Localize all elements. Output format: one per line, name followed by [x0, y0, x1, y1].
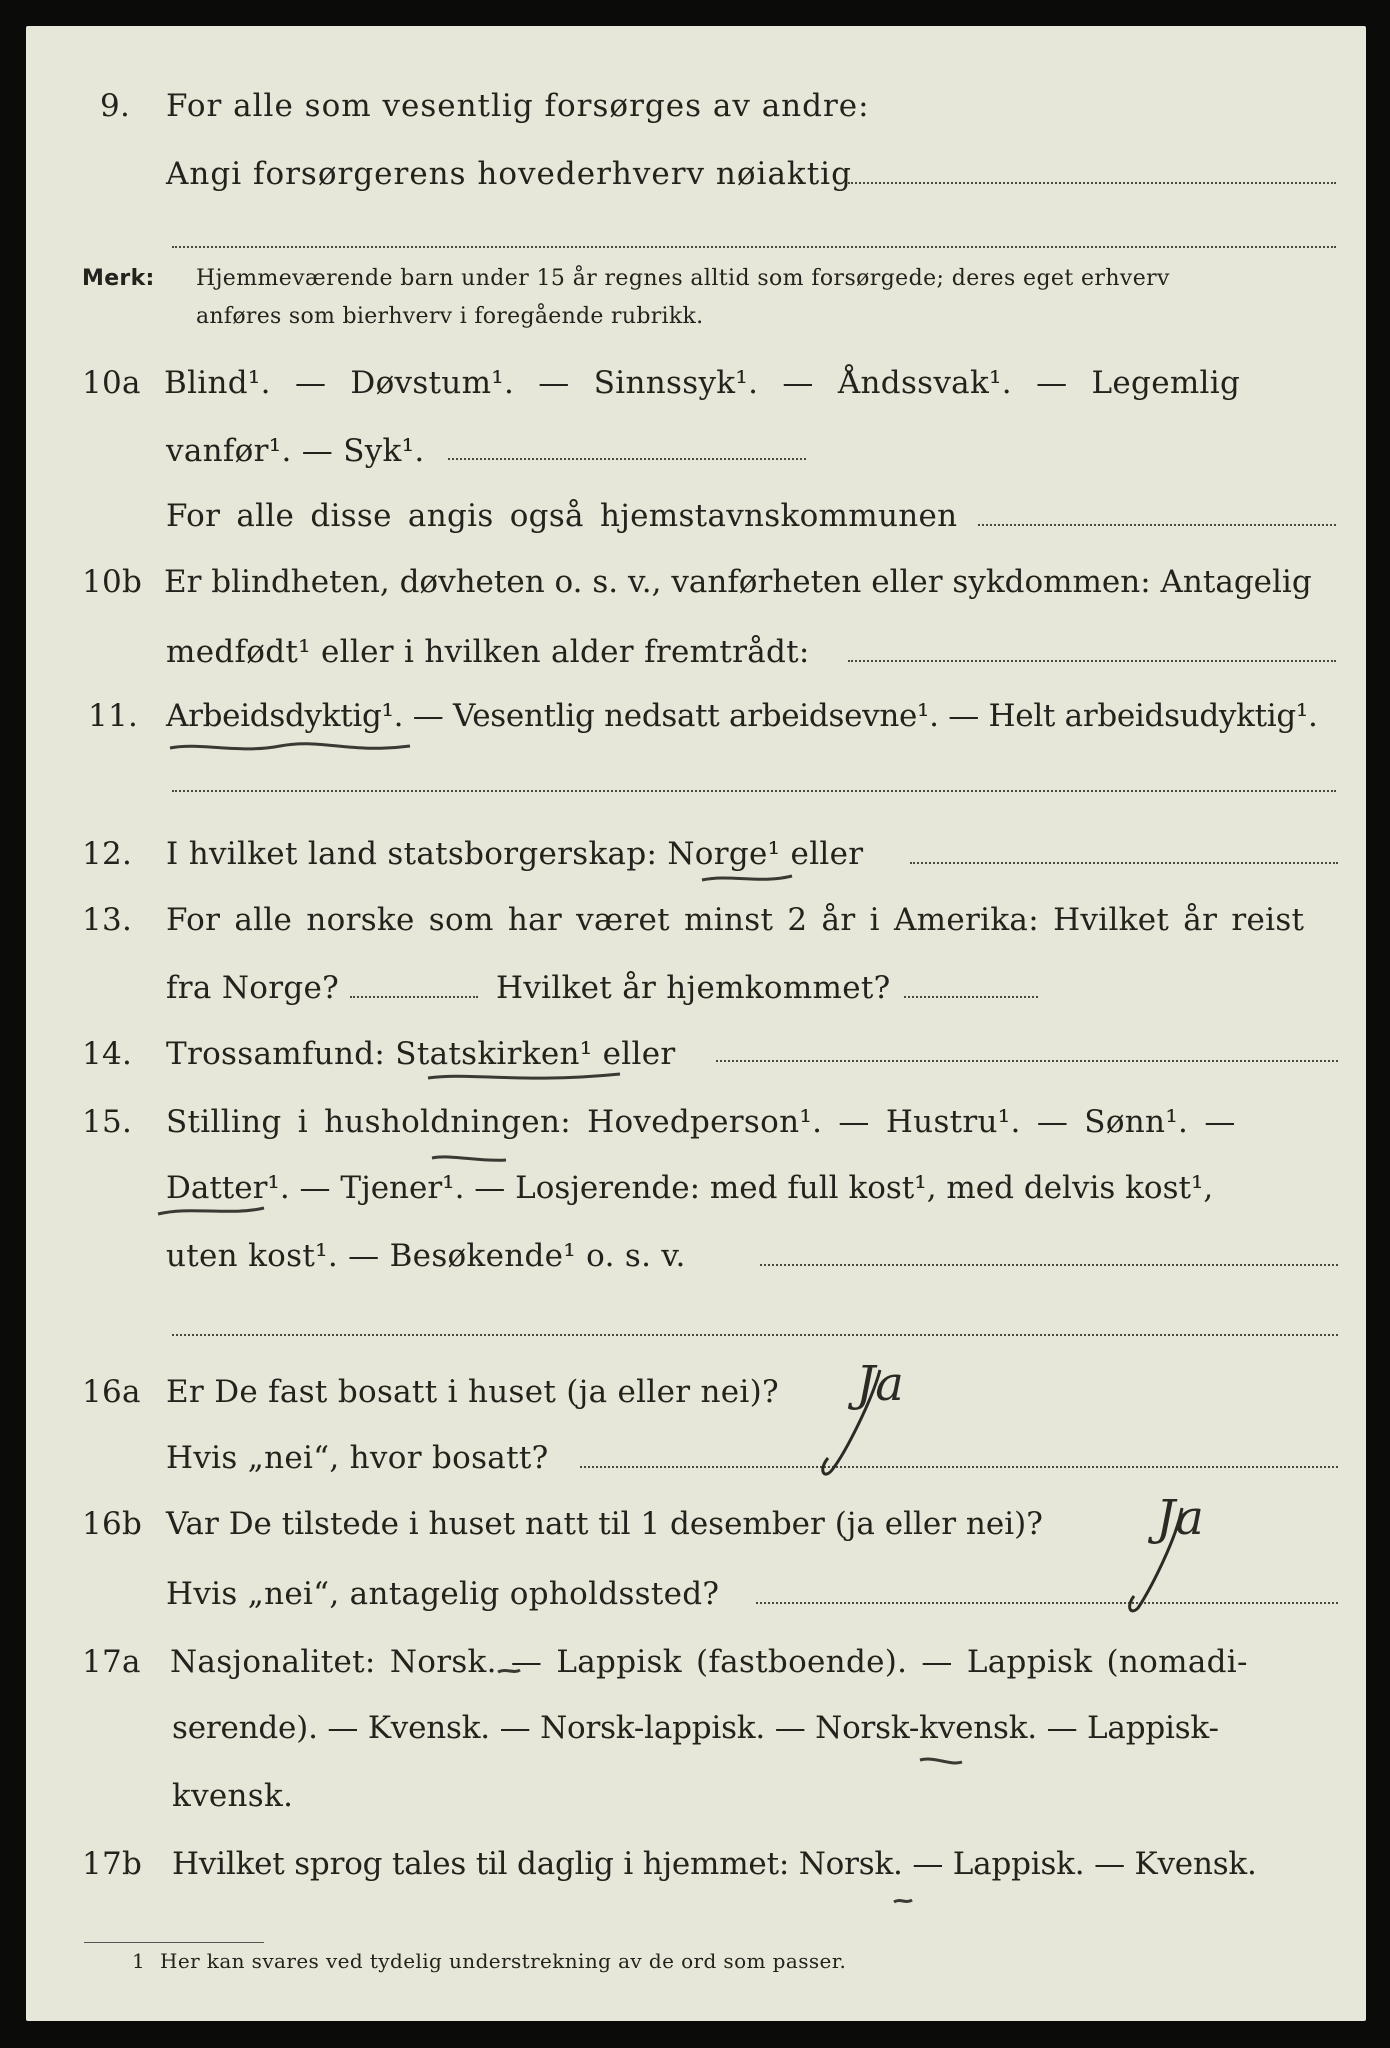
- q16a-number: 16a: [82, 1374, 141, 1410]
- q10b-line-2: medfødt¹ eller i hvilken alder fremtrådt:: [166, 634, 810, 670]
- q14-number: 14.: [82, 1036, 133, 1072]
- q14-line-1: Trossamfund: Statskirken¹ eller: [166, 1036, 676, 1072]
- q9-number: 9.: [100, 88, 131, 124]
- underline-datter: [158, 1208, 264, 1214]
- q16a-line-1: Er De fast bosatt i huset (ja eller nei)?: [166, 1374, 779, 1410]
- q15-line-3: uten kost¹. — Besøkende¹ o. s. v.: [166, 1238, 686, 1274]
- q17a-line-3: kvensk.: [172, 1778, 294, 1814]
- q10a-line-3: For alle disse angis også hjemstavnskommunen: [166, 498, 958, 534]
- q10a-line-1: Blind¹. — Døvstum¹. — Sinnssyk¹. — Åndssvak¹. — Legemlig: [164, 365, 1241, 401]
- underline-arbeidsdyktig: [170, 744, 410, 749]
- q17b-line-1: Hvilket sprog tales til daglig i hjemmet: Norsk. — Lappisk. — Kvensk.: [172, 1846, 1257, 1882]
- footnote-marker: 1: [132, 1949, 146, 1973]
- q13-line-2b: Hvilket år hjemkommet?: [496, 970, 891, 1006]
- q12-number: 12.: [82, 836, 133, 872]
- underline-norge: [702, 876, 792, 880]
- q10b-number: 10b: [82, 564, 143, 600]
- underline-norsk-17a: [498, 1670, 520, 1672]
- underline-norsk-17b: [894, 1900, 912, 1902]
- q16b-line-1: Var De tilstede i huset natt til 1 desember (ja eller nei)?: [166, 1506, 1043, 1542]
- merk-label: Merk:: [82, 266, 155, 291]
- merk-line-1: Hjemmeværende barn under 15 år regnes alltid som forsørgede; deres eget erhverv: [196, 266, 1170, 291]
- q13-line-1: For alle norske som har været minst 2 år i Amerika: Hvilket år reist: [166, 902, 1305, 938]
- q17a-number: 17a: [82, 1644, 141, 1680]
- q16b-line-2: Hvis „nei“, antagelig opholdssted?: [166, 1576, 720, 1612]
- q16a-handwritten-answer: Ja: [856, 1356, 904, 1412]
- q13-line-2a: fra Norge?: [166, 970, 340, 1006]
- stroke-ja-16b: [1130, 1508, 1182, 1611]
- q9-line-1: For alle som vesentlig forsørges av andre:: [166, 88, 870, 124]
- q17a-line-1: Nasjonalitet: Norsk. — Lappisk (fastboende). — Lappisk (nomadi-: [170, 1644, 1248, 1680]
- q10b-line-1: Er blindheten, døvheten o. s. v., vanførheten eller sykdommen: Antagelig: [164, 564, 1312, 600]
- q11-number: 11.: [88, 698, 139, 734]
- q15-line-2: Datter¹. — Tjener¹. — Losjerende: med full kost¹, med delvis kost¹,: [166, 1170, 1214, 1206]
- q16b-handwritten-answer: Ja: [1156, 1490, 1204, 1546]
- q15-line-1: Stilling i husholdningen: Hovedperson¹. — Hustru¹. — Sønn¹. —: [166, 1104, 1236, 1140]
- q10a-number: 10a: [82, 365, 141, 401]
- q9-line-2: Angi forsørgerens hovederhverv nøiaktig: [166, 156, 852, 192]
- q17b-number: 17b: [82, 1846, 143, 1882]
- q11-line-1: Arbeidsdyktig¹. — Vesentlig nedsatt arbeidsevne¹. — Helt arbeidsudyktig¹.: [166, 698, 1318, 734]
- q10a-line-2: vanfør¹. — Syk¹.: [166, 433, 425, 469]
- q15-number: 15.: [82, 1104, 133, 1140]
- q13-number: 13.: [82, 902, 133, 938]
- stroke-ja-16a: [823, 1370, 880, 1474]
- underline-statskirken: [428, 1074, 620, 1078]
- mark-norsk-kvensk: [920, 1759, 962, 1763]
- merk-line-2: anføres som bierhverv i foregående rubrikk.: [196, 304, 704, 329]
- mark-tjener: [432, 1157, 506, 1160]
- q17a-line-2: serende). — Kvensk. — Norsk-lappisk. — Norsk-kvensk. — Lappisk-: [172, 1710, 1219, 1746]
- q16a-line-2: Hvis „nei“, hvor bosatt?: [166, 1440, 549, 1476]
- q12-line-1: I hvilket land statsborgerskap: Norge¹ eller: [166, 836, 864, 872]
- footnote-text: Her kan svares ved tydelig understrekning av de ord som passer.: [160, 1949, 847, 1973]
- q16b-number: 16b: [82, 1506, 143, 1542]
